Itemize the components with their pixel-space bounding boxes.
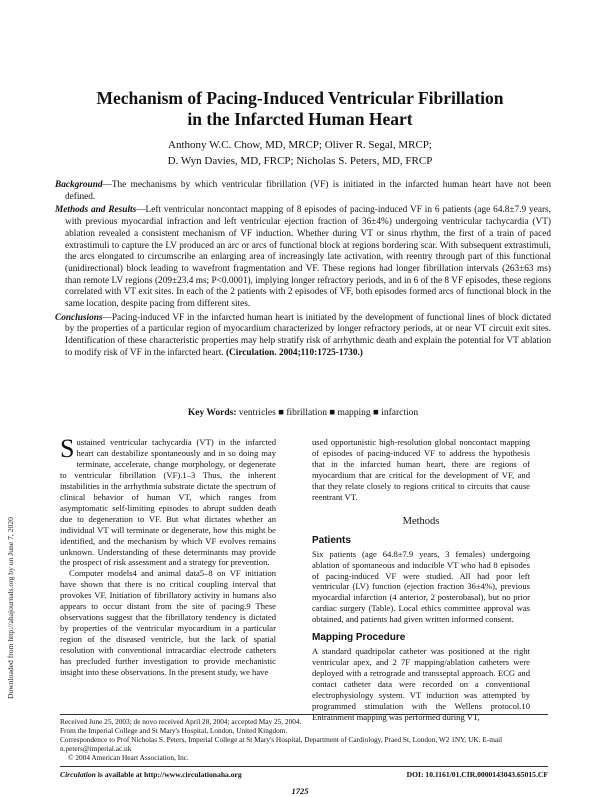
received-note: Received June 25, 2003; de novo received April 28, 2004; accepted May 25, 2004.: [60, 717, 302, 726]
patients-paragraph: Six patients (age 64.8±7.9 years, 3 females) undergoing ablation of spontaneous and inducible VT who had 8 episodes of pacing-induced VF were studied. All had poor left ventricular (LV) function (ejection fraction 36±4%), previous myocardial infarction (4 anterior, 2 posterobasal), but no prior cardiac surgery (Table). Local ethics committee approval was obtained, and patients had given written informed consent.: [312, 548, 530, 625]
footnotes: [60, 718, 548, 763]
keywords-label: Key Words:: [187, 408, 237, 418]
correspondence-note: Correspondence to Prof Nicholas S. Peters, Imperial College at St Mary's Hospital, Department of Cardiology, Praed St, London, W2 1NY, UK. E-mail n.peters@imperial.ac.uk: [60, 734, 503, 753]
body-column-left: [60, 434, 276, 678]
copyright-note: © 2004 American Heart Association, Inc.: [68, 752, 189, 762]
page-footer: [60, 770, 548, 779]
patients-heading: Patients: [312, 534, 351, 546]
keywords: [55, 408, 551, 418]
background-label: Background: [55, 180, 103, 190]
intro-paragraph-1-text: ustained ventricular tachycardia (VT) in the infarcted heart can destabilize spontaneously and in so doing may terminate, accelerate, change morphology, or degenerate to ventricular fibrillation (VF).1–3 Thus, the inherent instabilities in the arrhythmia substrate dictate the spectrum of clinical behavior of human VT, which ranges from asymptomatic self-limiting episodes to abrupt sudden death due to degeneration to VF. But what dictates whether an individual VT will terminate or degenerate, how this might be identified, and the mechanism by which VF evolves remains unknown. Understanding of these determinants may provide the prospect of risk assessment and a strategy for prevention.: [60, 437, 276, 568]
methods-heading: Methods: [402, 515, 440, 527]
article-title: [60, 88, 540, 130]
mapping-heading: Mapping Procedure: [312, 632, 406, 644]
abstract-background: [55, 180, 551, 203]
doi: DOI: 10.1161/01.CIR.0000143043.65015.CF: [406, 770, 548, 779]
citation: (Circulation. 2004;110:1725-1730.): [225, 347, 363, 358]
journal-name: Circulation: [60, 770, 96, 779]
mapping-paragraph: A standard quadripolar catheter was positioned at the right ventricular apex, and 2 7F mapping/ablation catheters were deployed with a retrograde and transseptal approach. ECG and contact catheter data were recorded on a conventional electrophysiology system. VT induction was attempted by programmed stimulation with the Wellens protocol.10 Entrainment mapping was performed during VT,: [312, 646, 530, 722]
conclusions-label: Conclusions: [55, 312, 103, 323]
affiliation-note: From the Imperial College and St Mary's Hospital, London, United Kingdom.: [60, 725, 288, 735]
abstract: [55, 180, 551, 362]
methods-text: —Left ventricular noncontact mapping of 8 episodes of pacing-induced VF in 6 patients (age 64.8±7.9 years, with previous myocardial infraction and left ventricular ejection fraction of 36±4%) undergoing ventricular tachycardia (VT) ablation revealed a consistent mechanism of VF induction. Whether during VT or sinus rhythm, the first of a train of paced extrastimuli to capture the LV produced an arc or arcs of functional block at regions bordering scar. With subsequent extrastimuli, the arcs elongated to circumscribe an enlarging area of increasingly late activation, with reentry through part of this functional (unidirectional) block leading to wavefront fragmentation and VF. These regions had longer fibrillation intervals (263±63 ms) than remote LV regions (209±23.4 ms; P<0.0001), implying longer refractory periods, and in 6 of the 8 VF episodes, these regions correlated with VT exit sites. In each of the 2 patients with 2 episodes of VF, both episodes formed arcs of functional block in the same location, despite pacing from different sites.: [65, 205, 551, 310]
intro-paragraph-1: [60, 434, 276, 568]
title-line-2: in the Infarcted Human Heart: [187, 109, 413, 129]
intro-paragraph-2: Computer models4 and animal data5–8 on VF initiation have shown that there is no critical coupling interval that provokes VF. Initiation of fibrillatory activity in humans also appears to occur distant from the site of pacing.9 These observations suggest that the fibrillatory tendency is dictated by properties of the ventricular myocardium in a particular region of the diseased ventricle, but the lack of spatial resolution with conventional intracardiac electrode catheters has precluded further investigation to provide mechanistic insight into these observations. In the present study, we have: [60, 568, 276, 678]
download-watermark: Downloaded from http://ahajournals.org by on June 7, 2020: [6, 517, 15, 699]
intro-paragraph-3: used opportunistic high-resolution global noncontact mapping of episodes of pacing-induced VF to address the hypothesis that in the infarcted human heart, there are regions of myocardium that are critical for the development of VF, and that they relate closely to regions critical to circuits that cause reentrant VT.: [312, 437, 530, 502]
abstract-methods: [55, 205, 551, 310]
bottom-rule: [60, 766, 548, 767]
journal-availability: [60, 770, 242, 779]
authors-line-2: D. Wyn Davies, MD, FRCP; Nicholas S. Peters, MD, FRCP: [167, 155, 433, 167]
background-text: —The mechanisms by which ventricular fibrillation (VF) is initiated in the infarcted human heart have not been defined.: [65, 180, 551, 202]
body-column-right: [312, 437, 530, 723]
journal-url[interactable]: is available at http://www.circulationaha.org: [95, 770, 242, 779]
footnote-rule: [60, 714, 548, 715]
drop-cap: S: [60, 434, 75, 463]
methods-label: Methods and Results: [55, 205, 137, 216]
keywords-text: ventricles ■ fibrillation ■ mapping ■ infarction: [238, 408, 419, 418]
author-list: [60, 137, 540, 169]
page-number: 1725: [291, 786, 309, 796]
conclusions-text: —Pacing-induced VF in the infarcted human heart is initiated by the development of functional lines of block dictated by the properties of a particular region of myocardium characterized by longer refractory periods, at or near VT circuit exit sites. Identification of these characteristic properties may help stratify risk of arrhythmic death and explain the potential for VT ablation to modify risk of VF in the infarcted heart.: [65, 312, 551, 358]
title-line-1: Mechanism of Pacing-Induced Ventricular Fibrillation: [96, 88, 504, 108]
authors-line-1: Anthony W.C. Chow, MD, MRCP; Oliver R. Segal, MRCP;: [168, 139, 432, 151]
abstract-conclusions: [55, 313, 551, 360]
